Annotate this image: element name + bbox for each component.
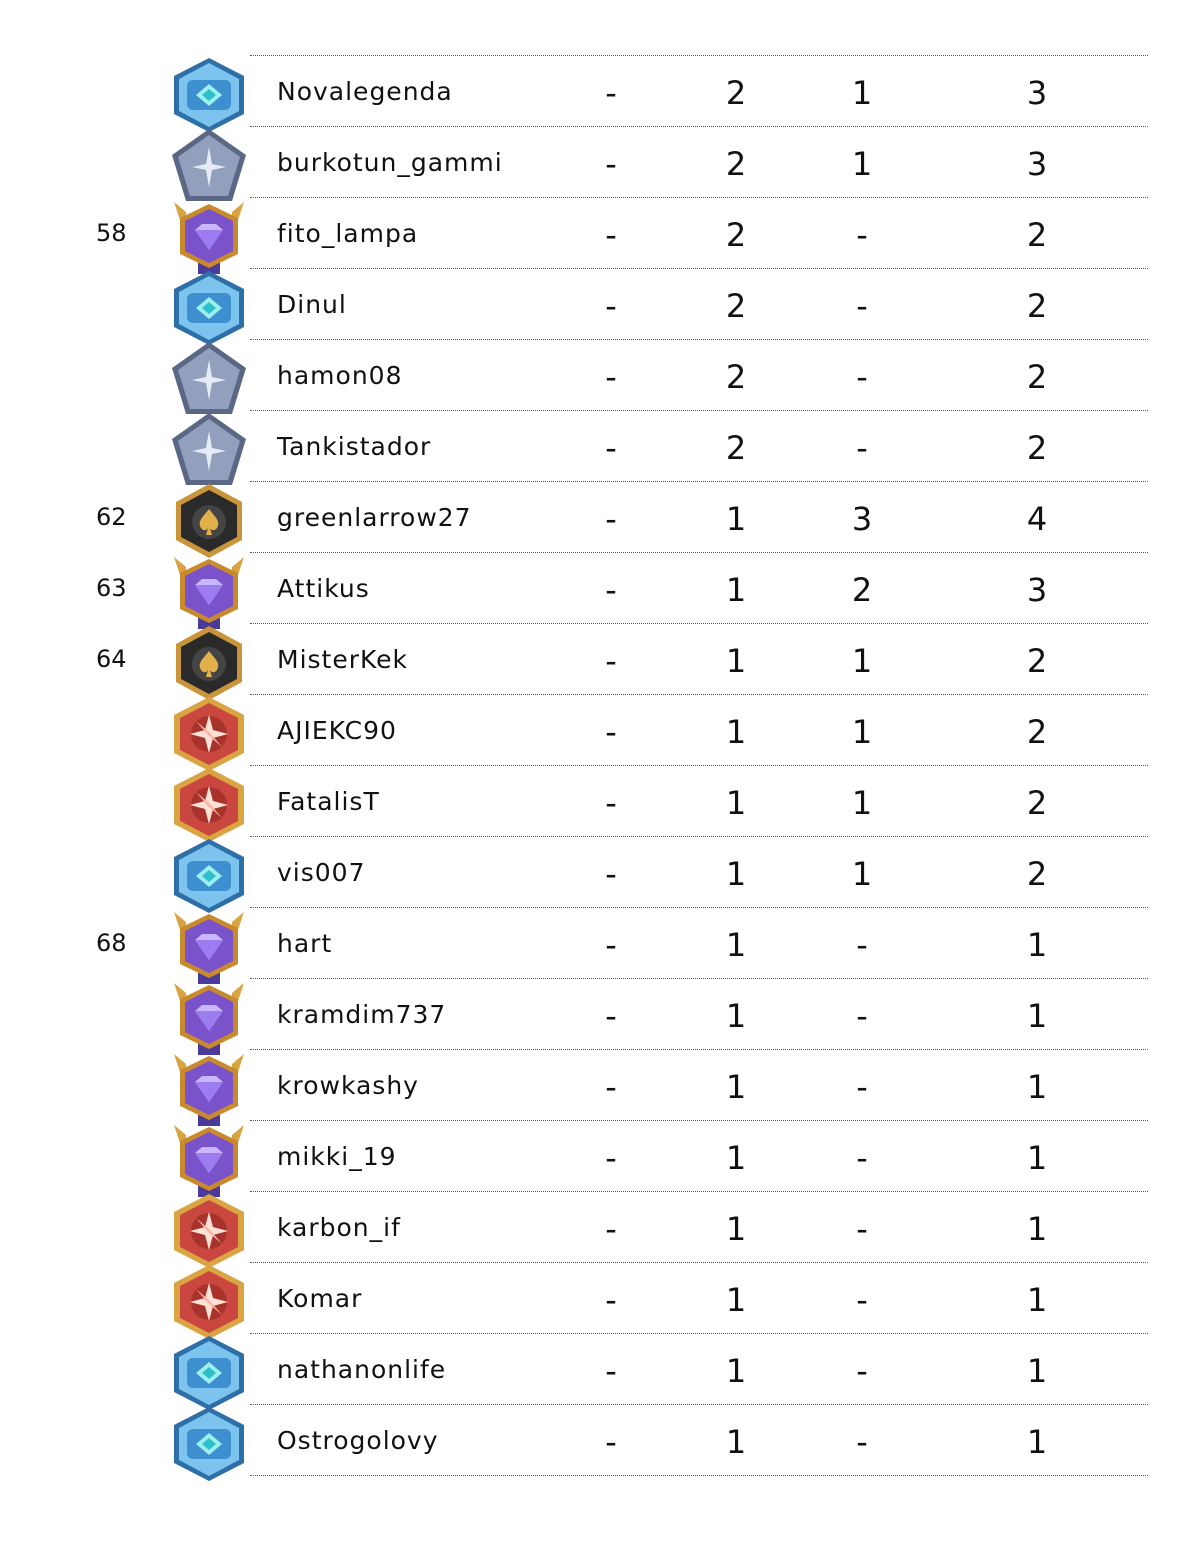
table-row <box>0 482 1200 553</box>
column-1-value: - <box>605 784 617 822</box>
column-2-value: 2 <box>725 358 747 396</box>
player-name: krowkashy <box>277 1071 419 1100</box>
player-name: karbon_if <box>277 1213 401 1242</box>
column-1-value: - <box>605 1352 617 1390</box>
column-3-value: - <box>856 1210 868 1248</box>
column-2-value: 1 <box>725 1423 747 1461</box>
total-value: 1 <box>1026 926 1048 964</box>
column-3-value: - <box>856 1423 868 1461</box>
rank-number: 64 <box>96 645 127 673</box>
column-2-value: 1 <box>725 1139 747 1177</box>
column-2-value: 2 <box>725 287 747 325</box>
player-name: MisterKek <box>277 645 409 674</box>
player-name: hart <box>277 929 333 958</box>
column-3-value: 2 <box>851 571 873 609</box>
total-value: 2 <box>1026 287 1048 325</box>
column-2-value: 1 <box>725 571 747 609</box>
table-row <box>0 1121 1200 1192</box>
column-3-value: - <box>856 926 868 964</box>
rank-number <box>96 1121 156 1192</box>
purple-gem-badge-icon <box>168 1050 250 1128</box>
total-value: 4 <box>1026 500 1048 538</box>
column-3-value: 1 <box>851 74 873 112</box>
silver-star-badge-icon <box>168 127 250 205</box>
table-row <box>0 198 1200 269</box>
column-2-value: 1 <box>725 642 747 680</box>
column-1-value: - <box>605 1210 617 1248</box>
column-1-value: - <box>605 358 617 396</box>
column-1-value: - <box>605 1423 617 1461</box>
table-row <box>0 1405 1200 1476</box>
total-value: 3 <box>1026 571 1048 609</box>
column-1-value: - <box>605 216 617 254</box>
total-value: 2 <box>1026 784 1048 822</box>
column-1-value: - <box>605 429 617 467</box>
purple-gem-badge-icon <box>168 908 250 986</box>
rank-number <box>96 1192 156 1263</box>
table-row <box>0 127 1200 198</box>
column-1-value: - <box>605 571 617 609</box>
column-3-value: - <box>856 997 868 1035</box>
total-value: 2 <box>1026 855 1048 893</box>
total-value: 1 <box>1026 1352 1048 1390</box>
column-2-value: 1 <box>725 500 747 538</box>
red-compass-badge-icon <box>168 1263 250 1341</box>
black-spade-badge-icon <box>168 624 250 702</box>
total-value: 2 <box>1026 358 1048 396</box>
column-1-value: - <box>605 145 617 183</box>
total-value: 1 <box>1026 1068 1048 1106</box>
table-row <box>0 837 1200 908</box>
table-row <box>0 624 1200 695</box>
purple-gem-badge-icon <box>168 979 250 1057</box>
rank-number <box>96 269 156 340</box>
purple-gem-badge-icon <box>168 553 250 631</box>
rank-number <box>96 411 156 482</box>
total-value: 1 <box>1026 1210 1048 1248</box>
player-name: Ostrogolovy <box>277 1426 439 1455</box>
silver-star-badge-icon <box>168 340 250 418</box>
rank-number <box>96 56 156 127</box>
rank-number <box>96 340 156 411</box>
player-name: Attikus <box>277 574 370 603</box>
rank-number <box>96 695 156 766</box>
diamond-blue-badge-icon <box>168 269 250 347</box>
total-value: 3 <box>1026 145 1048 183</box>
silver-star-badge-icon <box>168 411 250 489</box>
diamond-blue-badge-icon <box>168 1405 250 1483</box>
rank-number <box>96 1405 156 1476</box>
rank-number: 62 <box>96 503 127 531</box>
player-name: FatalisT <box>277 787 380 816</box>
player-name: Dinul <box>277 290 347 319</box>
rank-number <box>96 1263 156 1334</box>
column-1-value: - <box>605 926 617 964</box>
red-compass-badge-icon <box>168 1192 250 1270</box>
player-name: AJIEKC90 <box>277 716 397 745</box>
player-name: Novalegenda <box>277 77 453 106</box>
column-2-value: 1 <box>725 1352 747 1390</box>
column-1-value: - <box>605 500 617 538</box>
total-value: 3 <box>1026 74 1048 112</box>
column-3-value: 1 <box>851 855 873 893</box>
leaderboard-table <box>0 56 1200 1476</box>
column-2-value: 2 <box>725 429 747 467</box>
column-3-value: - <box>856 1281 868 1319</box>
rank-number <box>96 766 156 837</box>
column-3-value: - <box>856 1352 868 1390</box>
rank-number <box>96 1050 156 1121</box>
diamond-blue-badge-icon <box>168 56 250 134</box>
column-2-value: 2 <box>725 74 747 112</box>
column-1-value: - <box>605 997 617 1035</box>
player-name: vis007 <box>277 858 366 887</box>
total-value: 1 <box>1026 997 1048 1035</box>
rank-number <box>96 837 156 908</box>
column-2-value: 1 <box>725 1068 747 1106</box>
table-row <box>0 1050 1200 1121</box>
column-2-value: 1 <box>725 1281 747 1319</box>
player-name: burkotun_gammi <box>277 148 503 177</box>
black-spade-badge-icon <box>168 482 250 560</box>
purple-gem-badge-icon <box>168 198 250 276</box>
player-name: Komar <box>277 1284 363 1313</box>
player-name: mikki_19 <box>277 1142 397 1171</box>
diamond-blue-badge-icon <box>168 1334 250 1412</box>
diamond-blue-badge-icon <box>168 837 250 915</box>
total-value: 2 <box>1026 713 1048 751</box>
table-row <box>0 979 1200 1050</box>
player-name: greenlarrow27 <box>277 503 472 532</box>
red-compass-badge-icon <box>168 766 250 844</box>
column-3-value: - <box>856 429 868 467</box>
red-compass-badge-icon <box>168 695 250 773</box>
rank-number <box>96 979 156 1050</box>
player-name: Tankistador <box>277 432 432 461</box>
rank-number <box>96 127 156 198</box>
player-name: hamon08 <box>277 361 403 390</box>
column-2-value: 1 <box>725 713 747 751</box>
table-row <box>0 908 1200 979</box>
rank-number: 68 <box>96 929 127 957</box>
table-row <box>0 56 1200 127</box>
table-row <box>0 1192 1200 1263</box>
column-2-value: 1 <box>725 784 747 822</box>
purple-gem-badge-icon <box>168 1121 250 1199</box>
column-3-value: 1 <box>851 713 873 751</box>
total-value: 2 <box>1026 429 1048 467</box>
column-1-value: - <box>605 1139 617 1177</box>
column-3-value: 1 <box>851 784 873 822</box>
column-1-value: - <box>605 287 617 325</box>
rank-number: 58 <box>96 219 127 247</box>
column-3-value: - <box>856 358 868 396</box>
table-row <box>0 1263 1200 1334</box>
column-3-value: 1 <box>851 145 873 183</box>
column-2-value: 2 <box>725 145 747 183</box>
total-value: 2 <box>1026 642 1048 680</box>
total-value: 1 <box>1026 1281 1048 1319</box>
column-1-value: - <box>605 74 617 112</box>
table-row <box>0 695 1200 766</box>
table-row <box>0 553 1200 624</box>
column-3-value: - <box>856 216 868 254</box>
column-3-value: - <box>856 1139 868 1177</box>
column-2-value: 1 <box>725 855 747 893</box>
column-2-value: 2 <box>725 216 747 254</box>
column-1-value: - <box>605 855 617 893</box>
rank-number <box>96 1334 156 1405</box>
column-3-value: - <box>856 287 868 325</box>
column-2-value: 1 <box>725 997 747 1035</box>
column-2-value: 1 <box>725 926 747 964</box>
total-value: 1 <box>1026 1139 1048 1177</box>
table-row <box>0 340 1200 411</box>
table-row <box>0 269 1200 340</box>
player-name: kramdim737 <box>277 1000 447 1029</box>
column-3-value: - <box>856 1068 868 1106</box>
column-3-value: 3 <box>851 500 873 538</box>
total-value: 1 <box>1026 1423 1048 1461</box>
table-row <box>0 411 1200 482</box>
column-1-value: - <box>605 713 617 751</box>
column-2-value: 1 <box>725 1210 747 1248</box>
column-3-value: 1 <box>851 642 873 680</box>
column-1-value: - <box>605 1281 617 1319</box>
table-row <box>0 766 1200 837</box>
column-1-value: - <box>605 1068 617 1106</box>
table-row <box>0 1334 1200 1405</box>
rank-number: 63 <box>96 574 127 602</box>
player-name: fito_lampa <box>277 219 419 248</box>
player-name: nathanonlife <box>277 1355 447 1384</box>
total-value: 2 <box>1026 216 1048 254</box>
column-1-value: - <box>605 642 617 680</box>
